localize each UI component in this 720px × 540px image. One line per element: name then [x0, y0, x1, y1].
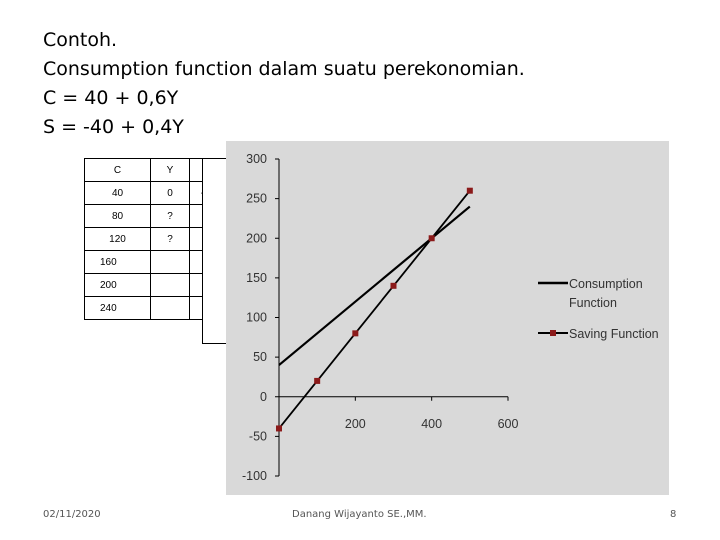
title-line-2: Consumption function dalam suatu perekonomian.: [43, 58, 525, 80]
title-line-4: S = -40 + 0,4Y: [43, 116, 184, 138]
data-point-saving: [352, 330, 358, 336]
chart-background: [226, 141, 669, 495]
data-point-saving: [314, 378, 320, 384]
y-tick-label: 50: [253, 350, 267, 365]
y-tick-label: 250: [246, 191, 267, 206]
table-extra-column: [202, 158, 228, 344]
footer-page-number: 8: [670, 509, 677, 520]
table-cell: 0: [151, 182, 190, 205]
y-tick-label: 100: [246, 310, 267, 325]
footer-date: 02/11/2020: [43, 509, 101, 520]
data-point-saving: [429, 235, 435, 241]
legend-label-saving: Saving Function: [569, 327, 659, 341]
x-tick-label: 200: [344, 416, 366, 431]
y-tick-label: 0: [260, 389, 267, 404]
table-header-c: C: [85, 159, 151, 182]
data-point-saving: [467, 188, 473, 194]
legend-label-consumption-line1: Consumption: [569, 277, 643, 291]
table-cell: 120: [85, 228, 151, 251]
slide-title-block: [43, 26, 525, 142]
legend-label-consumption-line2: Function: [569, 296, 617, 310]
table-cell: [151, 274, 190, 297]
y-tick-label: -50: [248, 429, 267, 444]
footer-author: Danang Wijayanto SE.,MM.: [292, 509, 427, 520]
y-tick-label: -100: [241, 469, 267, 483]
table-header-y: Y: [151, 159, 190, 182]
data-point-saving: [276, 425, 282, 431]
table-cell: [151, 297, 190, 320]
data-point-saving: [391, 283, 397, 289]
legend-marker-saving: [550, 330, 556, 336]
table-cell: 80: [85, 205, 151, 228]
y-tick-label: 200: [246, 231, 267, 246]
y-tick-label: 150: [246, 270, 267, 285]
title-line-3: C = 40 + 0,6Y: [43, 87, 179, 109]
table-cell: 200: [85, 274, 151, 297]
line-chart: [226, 141, 669, 495]
table-cell: [151, 251, 190, 274]
table-cell: ?: [151, 228, 190, 251]
x-tick-label: 600: [497, 416, 519, 431]
table-cell: ?: [151, 205, 190, 228]
y-tick-label: 300: [246, 152, 267, 166]
x-tick-label: 400: [421, 416, 443, 431]
table-cell: 160: [85, 251, 151, 274]
title-line-1: Contoh.: [43, 29, 118, 51]
table-cell: 240: [85, 297, 151, 320]
table-cell: 40: [85, 182, 151, 205]
